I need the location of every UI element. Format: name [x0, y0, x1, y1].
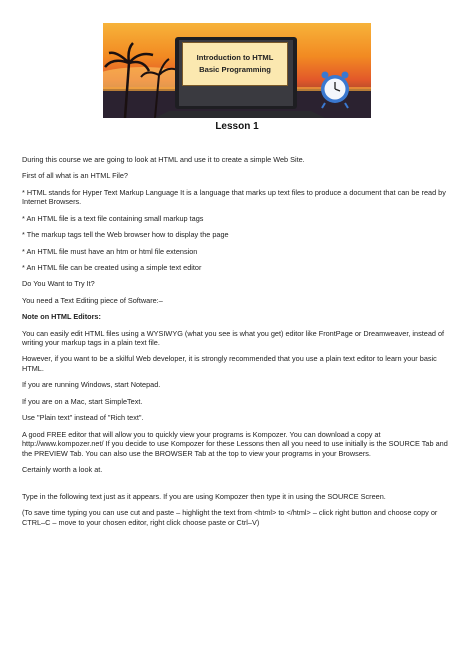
- paragraph: First of all what is an HTML File?: [22, 171, 128, 181]
- document-body: [22, 155, 456, 534]
- paragraph: * An HTML file is a text file containing small markup tags: [22, 213, 204, 223]
- paragraph: Type in the following text just as it appears. If you are using Kompozer then type it in using the SOURCE Screen.: [22, 491, 386, 501]
- paragraph: You need a Text Editing piece of Software:–: [22, 295, 163, 305]
- paragraph: (To save time typing you can use cut and paste – highlight the text from <html> to </html> – click right button and choose copy or CTRL–C – move to your chosen editor, right click choose paste or Ctrl–V): [22, 508, 438, 527]
- banner-title-card: [182, 42, 288, 86]
- banner-title-line-2: Basic Programming: [199, 65, 271, 74]
- paragraph: * An HTML file can be created using a simple text editor: [22, 262, 202, 272]
- banner-title-line-1: Introduction to HTML: [196, 53, 274, 62]
- paragraph: You can easily edit HTML files using a WYSIWYG (what you see is what you get) editor like FrontPage or Dreamweaver, instead of writing your markup tags in a plain text file.: [22, 328, 445, 348]
- paragraph: Certainly worth a look at.: [22, 465, 103, 475]
- lesson-heading: Lesson 1: [215, 121, 259, 132]
- section-heading-html-editors: Note on HTML Editors:: [22, 312, 101, 322]
- paragraph: If you are on a Mac, start SimpleText.: [22, 396, 143, 406]
- paragraph: A good FREE editor that will allow you to quickly view your programs is Kompozer. You can download a copy at http://www.kompozer.net/ If you decide to use Kompozer for these Lessons then all you need to use initially is the SOURCE Tab and the PREVIEW Tab. You can also use the BROWSER Tab at the top to view your programs in your Browsers.: [22, 429, 448, 458]
- paragraph: However, if you want to be a skilful Web developer, it is strongly recommended that you use a plain text editor to learn your basic HTML.: [22, 354, 437, 374]
- paragraph: Use "Plain text" instead of "Rich text".: [22, 413, 144, 423]
- paragraph: * HTML stands for Hyper Text Markup Language It is a language that marks up text files to produce a document that can be read by Internet Browsers.: [22, 187, 446, 207]
- header-banner-image: [103, 23, 371, 118]
- paragraph: * An HTML file must have an htm or html file extension: [22, 246, 198, 256]
- paragraph: * The markup tags tell the Web browser how to display the page: [22, 230, 229, 240]
- paragraph: If you are running Windows, start Notepad.: [22, 380, 161, 390]
- paragraph: Do You Want to Try It?: [22, 279, 95, 289]
- paragraph: During this course we are going to look at HTML and use it to create a simple Web Site.: [22, 155, 305, 164]
